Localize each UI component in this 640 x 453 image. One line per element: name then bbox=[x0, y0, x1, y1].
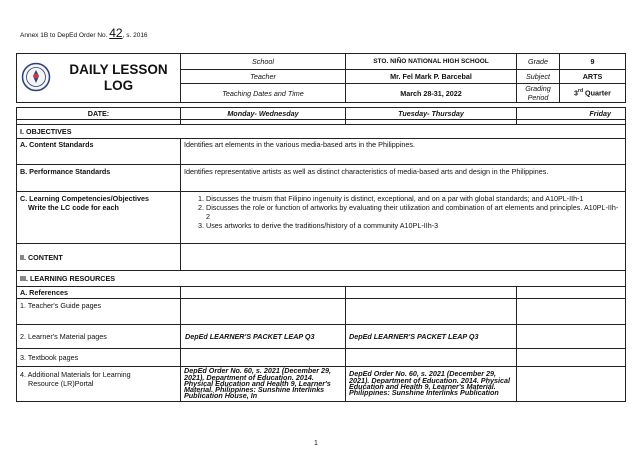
learners-packet-day1: DepEd LEARNER'S PACKET LEAP Q3 bbox=[181, 325, 346, 349]
competency-item: 2. Discusses the role or function of artworks by evaluating their utilization and combination of art elements and principles. A10PL-IIh-2 bbox=[206, 203, 622, 221]
objectives-heading-row bbox=[17, 125, 626, 139]
day-monday-wednesday: Monday- Wednesday bbox=[181, 108, 346, 120]
school-label: School bbox=[181, 54, 346, 70]
content-value bbox=[181, 244, 626, 271]
resources-heading-row bbox=[17, 271, 626, 287]
annex-number: 42 bbox=[109, 26, 123, 40]
competencies-label bbox=[17, 192, 181, 244]
content-standards-label: A. Content Standards bbox=[17, 139, 181, 165]
performance-standards-row bbox=[17, 165, 626, 192]
learners-material-row bbox=[17, 325, 626, 349]
subject-label: Subject bbox=[517, 70, 560, 84]
textbook-label: 3. Textbook pages bbox=[17, 349, 181, 367]
grade-label: Grade bbox=[517, 54, 560, 70]
dates-value: March 28-31, 2022 bbox=[346, 84, 517, 103]
date-label: DATE: bbox=[17, 108, 181, 120]
learners-material-label: 2. Learner's Material pages bbox=[17, 325, 181, 349]
subject-value: ARTS bbox=[560, 70, 626, 84]
additional-materials-label-line2: Resource (LR)Portal bbox=[28, 379, 94, 388]
page-number: 1 bbox=[314, 440, 318, 447]
additional-materials-day2: DepEd Order No. 60, s. 2021 (December 29, 2021). Department of Education. 2014. Physical Education and Health 9, Learner's Material. Philippines: Sunshine Interlinks Publication bbox=[346, 367, 517, 402]
teachers-guide-row bbox=[17, 299, 626, 325]
additional-materials-label-line1: 4. Additional Materials for Learning bbox=[20, 370, 131, 379]
grade-value: 9 bbox=[560, 54, 626, 70]
title-line2: LOG bbox=[103, 78, 134, 93]
additional-materials-row bbox=[17, 367, 626, 402]
period-number: 3 bbox=[574, 88, 579, 98]
date-row bbox=[17, 108, 626, 120]
competency-item: 3. Uses artworks to derive the traditions/history of a community A10PL-IIh-3 bbox=[206, 221, 622, 230]
references-label: A. References bbox=[17, 287, 181, 299]
performance-standards-label: B. Performance Standards bbox=[17, 165, 181, 192]
content-row bbox=[17, 244, 626, 271]
textbook-row bbox=[17, 349, 626, 367]
competencies-label-line1: C. Learning Competencies/Objectives bbox=[20, 194, 150, 203]
period-word: Quarter bbox=[583, 88, 611, 98]
competency-item: 1. Discusses the truism that Filipino ingenuity is distinct, exceptional, and on a par with global standards; and A10PL-IIh-1 bbox=[206, 194, 622, 203]
grading-period-label: Grading Period bbox=[517, 84, 560, 103]
competencies-row bbox=[17, 192, 626, 244]
header-row-school bbox=[17, 54, 626, 70]
additional-materials-day1: DepEd Order No. 60, s. 2021 (December 29, 2021). Department of Education. 2014. Physical Education and Health 9, Learner's Material. Philippines: Sunshine Interlinks Publication House, In bbox=[181, 367, 346, 402]
day-friday: Friday bbox=[517, 108, 626, 120]
content-heading: II. CONTENT bbox=[17, 244, 181, 271]
teacher-value: Mr. Fel Mark P. Barcebal bbox=[346, 70, 517, 84]
logo-title-cell bbox=[17, 54, 181, 103]
additional-materials-label bbox=[17, 367, 181, 402]
daily-lesson-log-table bbox=[16, 53, 626, 402]
annex-suffix: , s. 2016 bbox=[122, 32, 148, 39]
school-value: STO. NIÑO NATIONAL HIGH SCHOOL bbox=[346, 54, 517, 70]
performance-standards-value: Identifies representative artists as well as distinct characteristics of media-based arts and design in the Philippines. bbox=[181, 165, 626, 192]
references-row bbox=[17, 287, 626, 299]
competencies-value bbox=[181, 192, 626, 244]
day-tuesday-thursday: Tuesday- Thursday bbox=[346, 108, 517, 120]
content-standards-value: Identifies art elements in the various media-based arts in the Philippines. bbox=[181, 139, 626, 165]
resources-heading: III. LEARNING RESOURCES bbox=[17, 271, 626, 287]
learners-packet-day2: DepEd LEARNER'S PACKET LEAP Q3 bbox=[346, 325, 517, 349]
annex-reference bbox=[20, 26, 148, 40]
teacher-label: Teacher bbox=[181, 70, 346, 84]
deped-seal-icon bbox=[17, 62, 57, 94]
dates-label: Teaching Dates and Time bbox=[181, 84, 346, 103]
period-suffix: rd bbox=[578, 88, 584, 95]
competencies-list bbox=[184, 194, 622, 230]
grading-period-value bbox=[560, 84, 626, 103]
competencies-label-line2: Write the LC code for each bbox=[28, 203, 119, 212]
objectives-heading: I. OBJECTIVES bbox=[17, 125, 626, 139]
title-line1: DAILY LESSON bbox=[69, 62, 168, 77]
content-standards-row bbox=[17, 139, 626, 165]
annex-prefix: Annex 1B to DepEd Order No. bbox=[20, 32, 108, 39]
teachers-guide-label: 1. Teacher's Guide pages bbox=[17, 299, 181, 325]
